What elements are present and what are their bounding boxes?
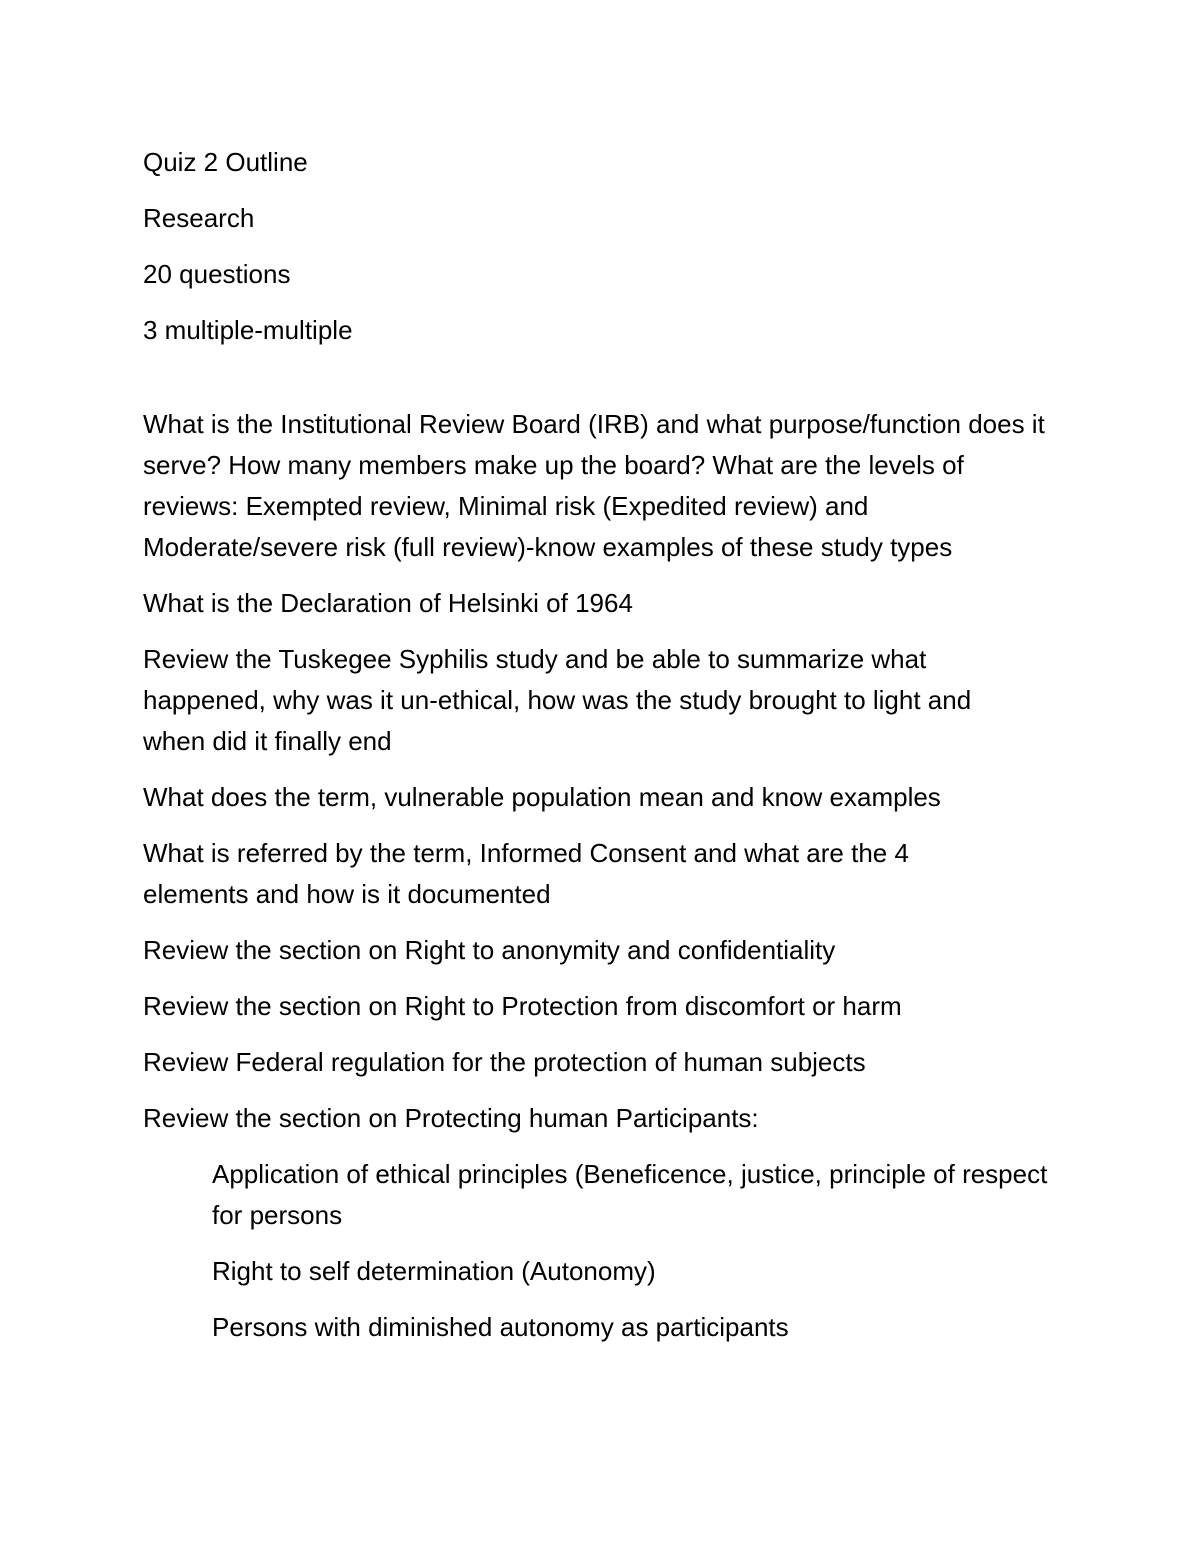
outline-item-irb: What is the Institutional Review Board (IRB) and what purpose/function does it serve? How many members make up the board? What are the levels of reviews: Exempted review, Minimal risk (Expedited review) and Moderate/severe risk (full review)-know examples of these study types xyxy=(143,409,1045,562)
question-count-line: 20 questions xyxy=(143,259,291,289)
blank-line xyxy=(143,366,1063,404)
multiple-multiple-line: 3 multiple-multiple xyxy=(143,315,353,345)
sub-item-ethical-principles: Application of ethical principles (Beneficence, justice, principle of respect for persons xyxy=(212,1159,1048,1230)
outline-item-helsinki: What is the Declaration of Helsinki of 1964 xyxy=(143,588,633,618)
outline-item-informed-consent: What is referred by the term, Informed Consent and what are the 4 elements and how is it documented xyxy=(143,838,909,909)
document-body xyxy=(143,142,1063,1363)
outline-item-anonymity: Review the section on Right to anonymity and confidentiality xyxy=(143,935,836,965)
outline-item-protection-harm: Review the section on Right to Protection from discomfort or harm xyxy=(143,991,902,1021)
sub-item-self-determination: Right to self determination (Autonomy) xyxy=(212,1256,656,1286)
sub-item-diminished-autonomy: Persons with diminished autonomy as participants xyxy=(212,1312,789,1342)
outline-item-federal-regulation: Review Federal regulation for the protection of human subjects xyxy=(143,1047,866,1077)
outline-item-protecting-participants: Review the section on Protecting human Participants: xyxy=(143,1103,759,1133)
outline-item-vulnerable-population: What does the term, vulnerable population mean and know examples xyxy=(143,782,941,812)
subject-line: Research xyxy=(143,203,255,233)
quiz-title: Quiz 2 Outline xyxy=(143,147,308,177)
outline-item-tuskegee: Review the Tuskegee Syphilis study and be able to summarize what happened, why was it un-ethical, how was the study brought to light and when did it finally end xyxy=(143,644,972,756)
